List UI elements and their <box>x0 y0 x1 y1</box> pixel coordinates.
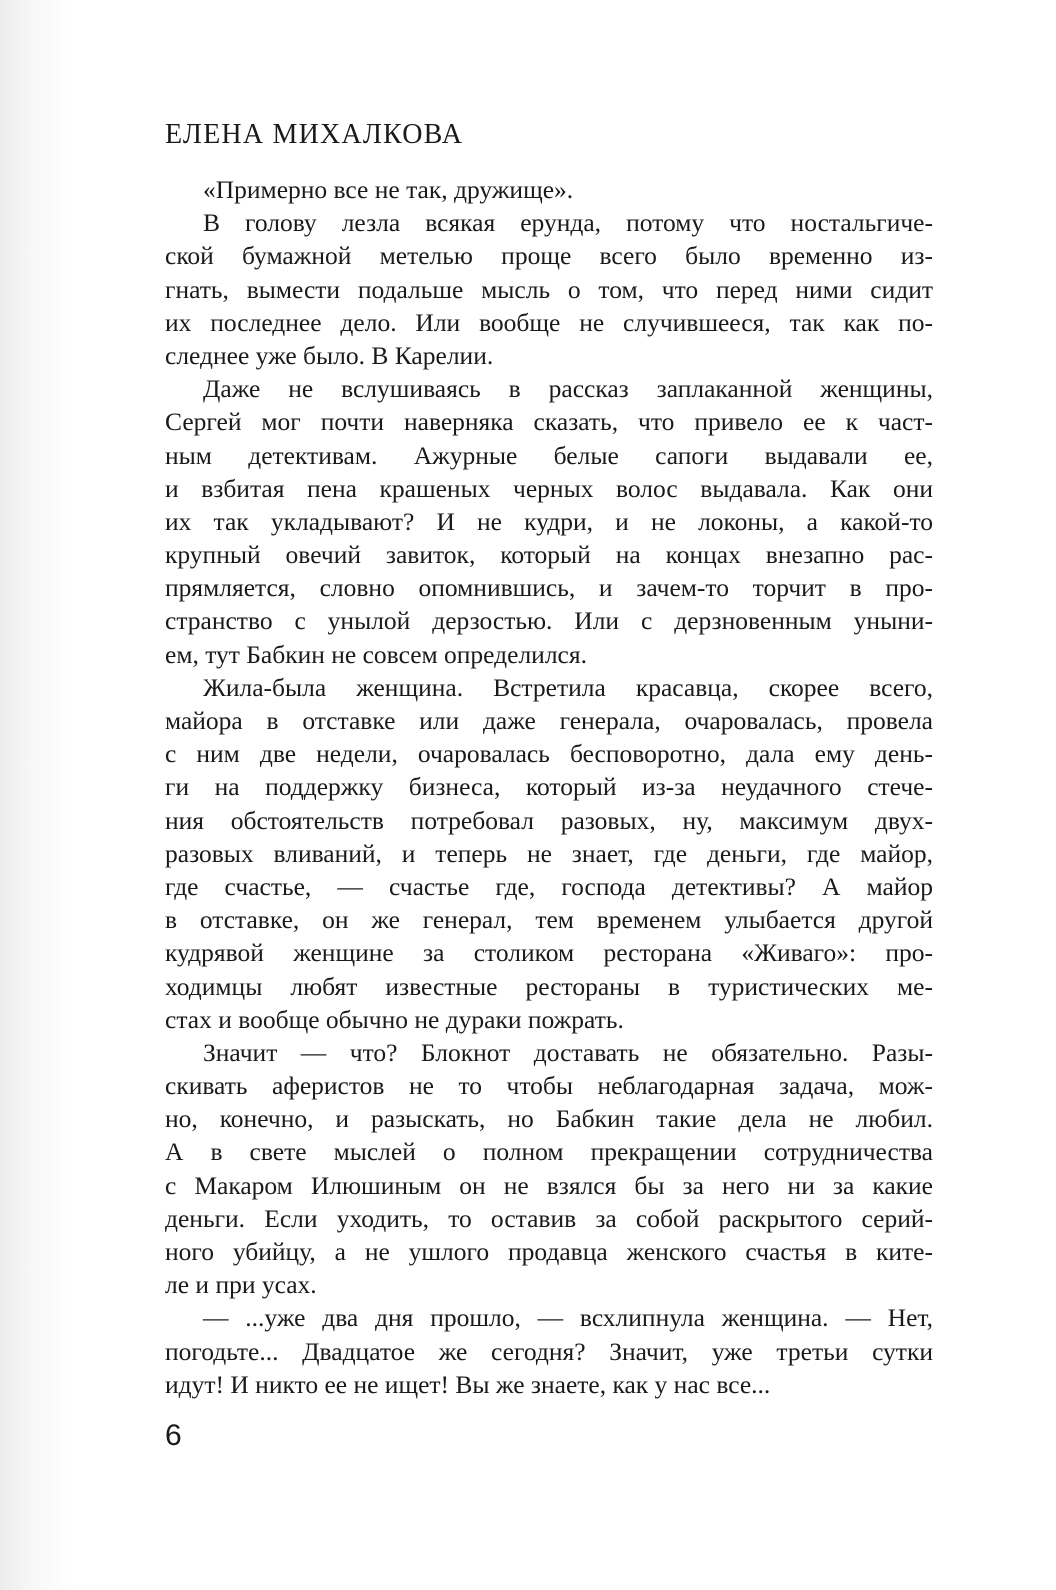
text-line: ния обстоятельств потребовал разовых, ну, максимум двух- <box>165 805 933 835</box>
text-line: майора в отставке или даже генерала, очаровалась, провела <box>165 706 933 735</box>
text-line: прямляется, словно опомнившись, и зачем-то торчит в про- <box>165 573 933 603</box>
text-line: Значит — что? Блокнот доставать не обязательно. Разы- <box>203 1037 933 1067</box>
text-line: и взбитая пена крашеных черных волос выдавала. Как они <box>165 473 933 503</box>
text-line: с ним две недели, очаровалась бесповоротно, дала ему день- <box>165 739 933 769</box>
text-line: ным детективам. Ажурные белые сапоги выдавали ее, <box>165 440 933 470</box>
text-line: ги на поддержку бизнеса, который из-за неудачного стече- <box>165 772 933 802</box>
text-line: их так укладывают? И не кудри, и не локоны, а какой-то <box>165 506 933 536</box>
text-line: погодьте... Двадцатое же сегодня? Значит, уже третьи сутки <box>165 1336 933 1366</box>
running-header-author: ЕЛЕНА МИХАЛКОВА <box>165 119 464 150</box>
text-line: кудрявой женщине за столиком ресторана «Живаго»: про- <box>165 938 933 968</box>
text-line: ного убийцу, а не ушлого продавца женского счастья в ките- <box>165 1237 933 1266</box>
text-line: следнее уже было. В Карелии. <box>165 340 494 370</box>
paragraph <box>165 372 933 671</box>
text-line: ходимцы любят известные рестораны в туристических ме- <box>165 971 933 1001</box>
text-line: странство с унылой дерзостью. Или с дерзновенным уныни- <box>165 606 933 636</box>
text-line: в отставке, он же генерал, тем временем улыбается другой <box>165 905 933 935</box>
text-line: Сергей мог почти наверняка сказать, что привело ее к част- <box>165 407 933 437</box>
text-line: В голову лезла всякая ерунда, потому что ностальгиче- <box>203 208 933 238</box>
body-text <box>165 173 933 1401</box>
text-line: А в свете мыслей о полном прекращении сотрудничества <box>165 1137 933 1167</box>
text-line: деньги. Если уходить, то оставив за собой раскрытого серий- <box>165 1203 933 1233</box>
text-line: ле и при усах. <box>165 1270 317 1300</box>
page-number: 6 <box>165 1419 182 1452</box>
text-line: скивать аферистов не то чтобы неблагодарная задача, мож- <box>165 1071 933 1101</box>
text-line: идут! И никто ее не ищет! Вы же знаете, как у нас все... <box>165 1369 771 1399</box>
paragraph <box>165 1036 933 1302</box>
paragraph <box>165 206 933 372</box>
text-line: гнать, вымести подальше мысль о том, что перед ними сидит <box>165 274 933 304</box>
paragraph <box>165 671 933 1036</box>
text-line: стах и вообще обычно не дураки пожрать. <box>165 1004 624 1034</box>
text-line: их последнее дело. Или вообще не случившееся, так как по- <box>165 307 933 337</box>
book-spine-shadow <box>0 0 70 1590</box>
text-line: ской бумажной метелью проще всего было временно из- <box>165 241 933 271</box>
paragraph <box>165 1301 933 1401</box>
text-line: где счастье, — счастье где, господа детективы? А майор <box>165 871 933 901</box>
text-line: Жила-была женщина. Встретила красавца, скорее всего, <box>203 672 933 702</box>
paragraph <box>165 173 933 206</box>
text-line: — ...уже два дня прошло, — всхлипнула женщина. — Нет, <box>203 1303 933 1333</box>
text-line: ем, тут Бабкин не совсем определился. <box>165 639 587 669</box>
text-line: «Примерно все не так, дружище». <box>203 175 574 204</box>
text-line: разовых вливаний, и теперь не знает, где деньги, где майор, <box>165 838 933 868</box>
text-line: но, конечно, и разыскать, но Бабкин такие дела не любил. <box>165 1104 933 1134</box>
text-line: Даже не вслушиваясь в рассказ заплаканной женщины, <box>203 374 933 404</box>
text-line: с Макаром Илюшиным он не взялся бы за него ни за какие <box>165 1170 933 1200</box>
text-line: крупный овечий завиток, который на концах внезапно рас- <box>165 540 933 570</box>
